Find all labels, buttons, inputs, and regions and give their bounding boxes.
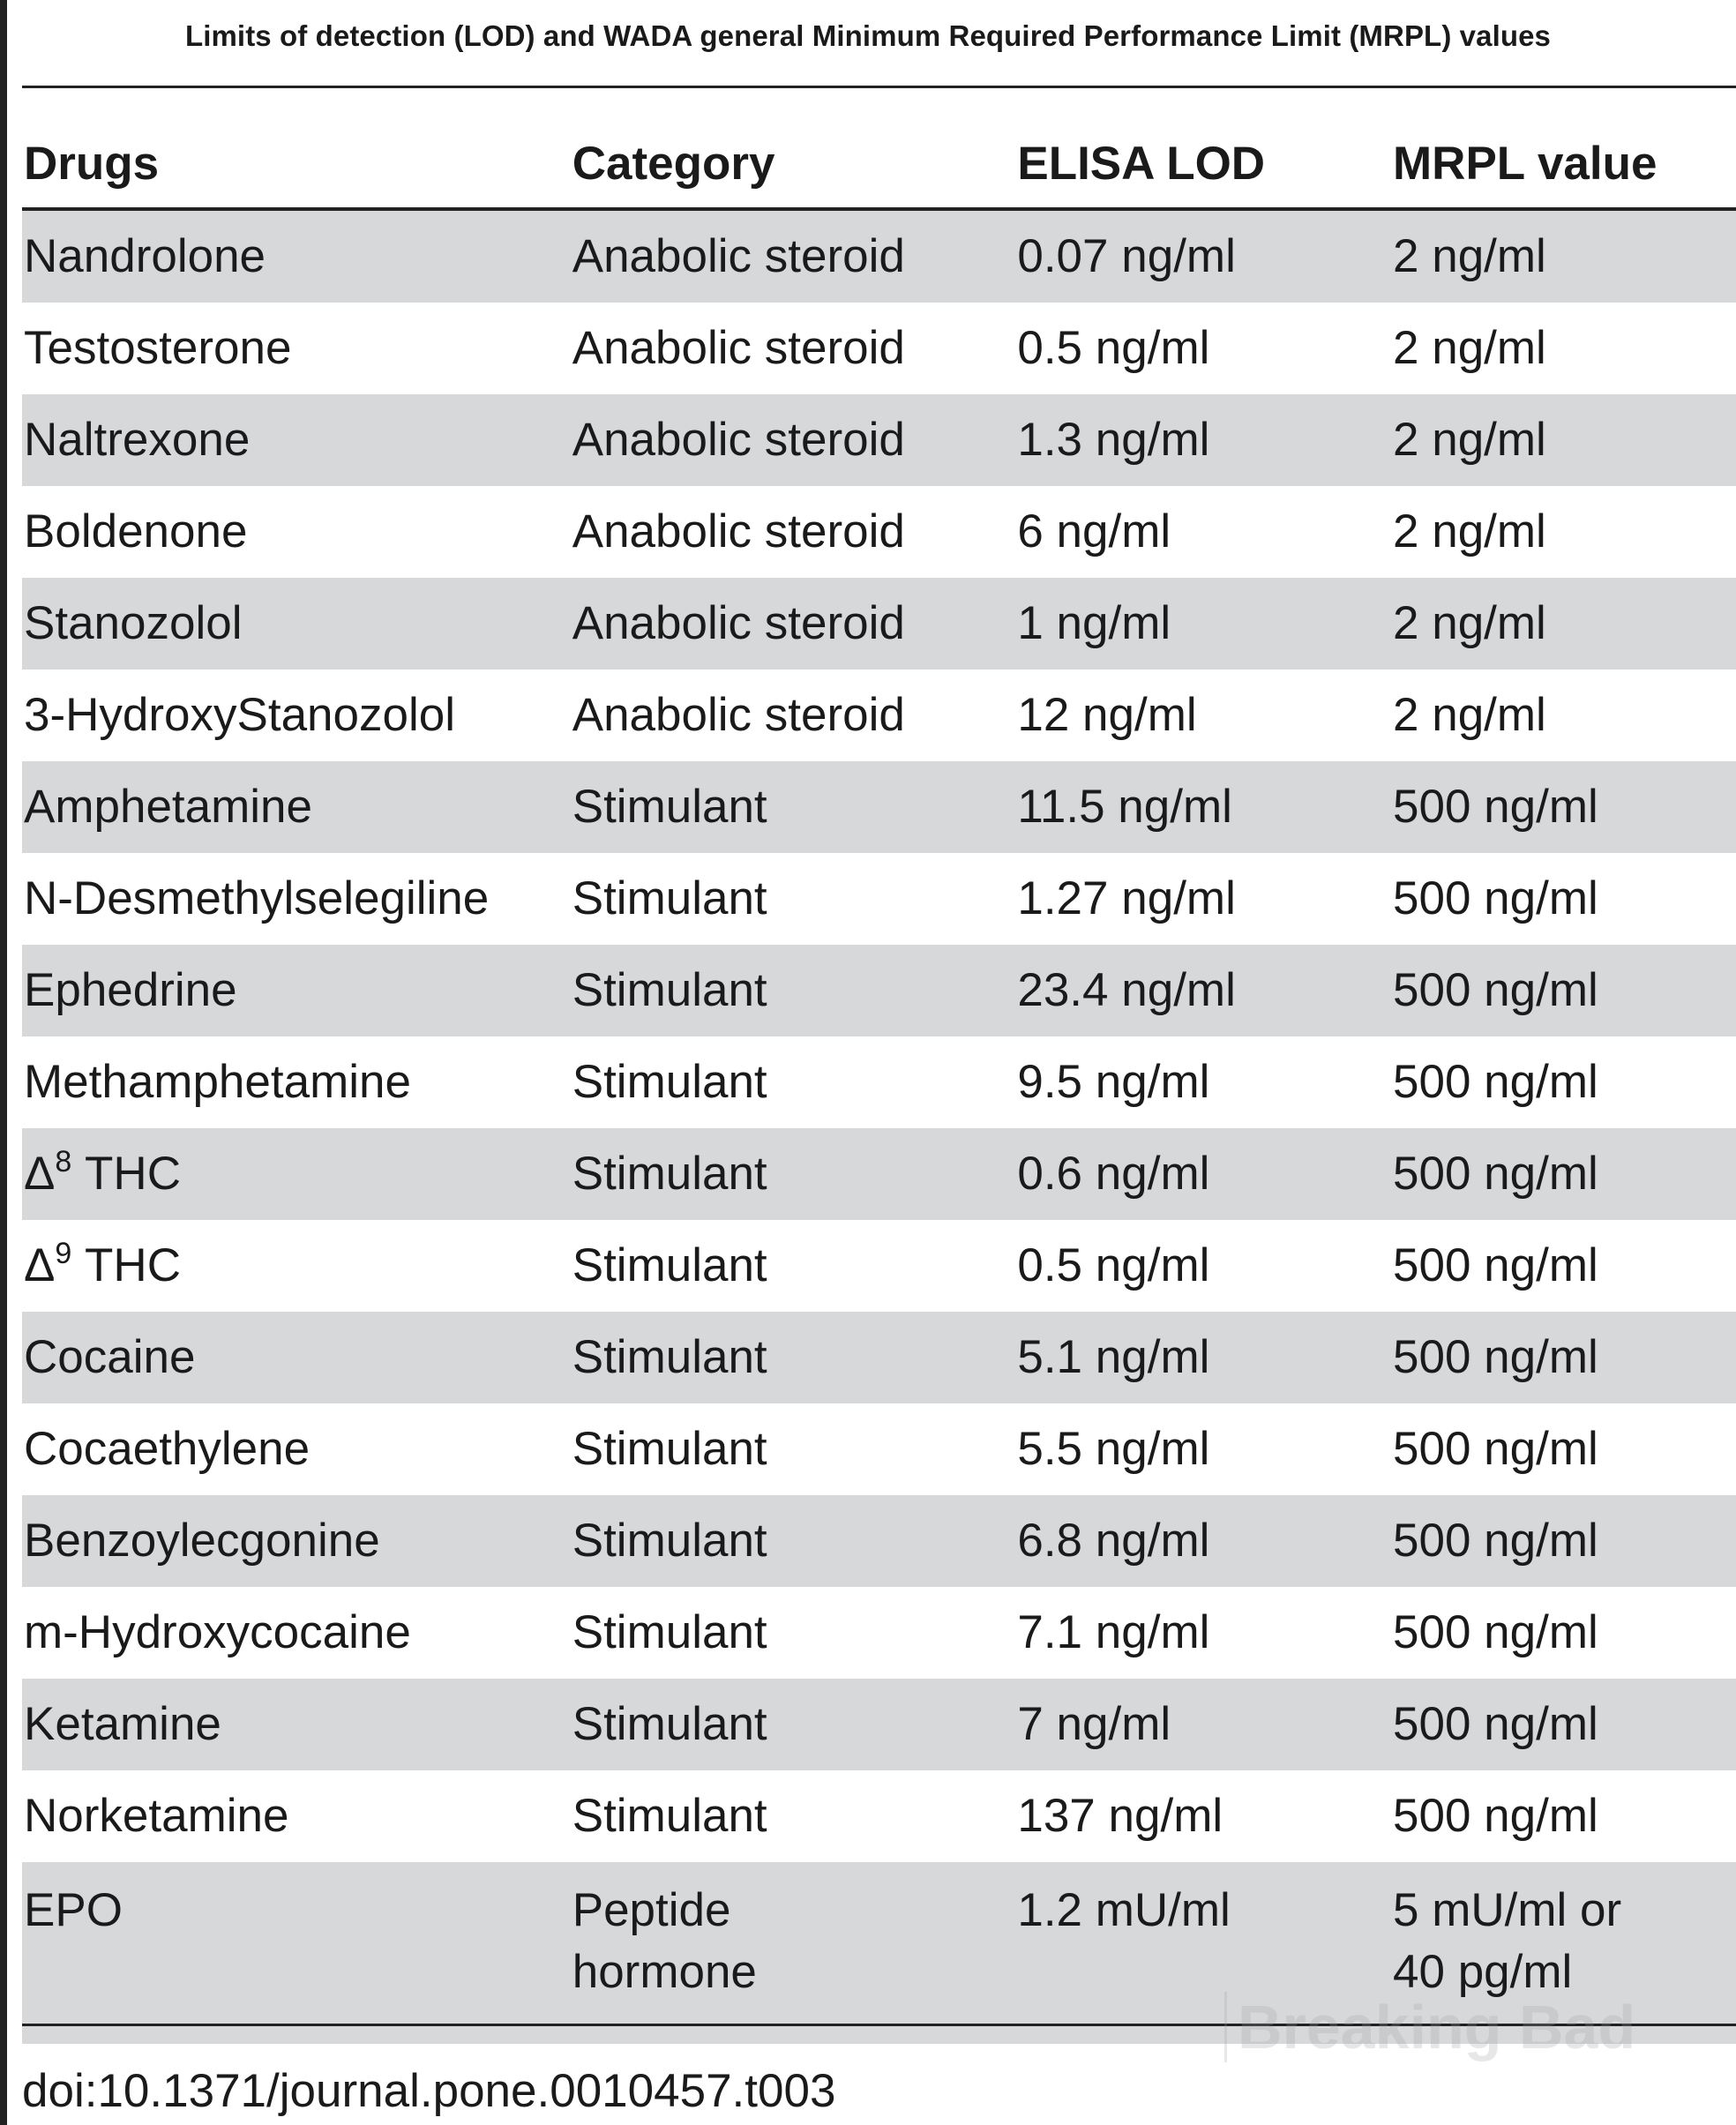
category-cell: Anabolic steroid [571, 209, 1016, 303]
mrpl-cell: 2 ng/ml [1393, 322, 1546, 374]
mrpl-cell: 500 ng/ml [1393, 1606, 1598, 1658]
table-row [22, 1495, 1736, 1587]
table-row [22, 303, 1736, 394]
delta-symbol: Δ [24, 1148, 56, 1200]
mrpl-line-2: 40 pg/ml [1393, 1946, 1573, 1998]
category-line-2: hormone [572, 1946, 757, 1998]
mrpl-cell: 2 ng/ml [1391, 394, 1736, 486]
lod-cell: 137 ng/ml [1017, 1790, 1223, 1842]
lod-cell: 0.07 ng/ml [1015, 209, 1391, 303]
table-row [22, 1220, 1736, 1312]
category-cell: Stimulant [571, 945, 1016, 1036]
lod-cell: 0.5 ng/ml [1017, 322, 1210, 374]
drug-cell: Methamphetamine [24, 1056, 411, 1108]
table-row [22, 1679, 1736, 1770]
drug-cell: m-Hydroxycocaine [24, 1606, 411, 1658]
drug-cell: 3-HydroxyStanozolol [24, 689, 456, 741]
category-cell: Stimulant [572, 1790, 767, 1842]
drug-cell: Cocaine [22, 1312, 571, 1403]
drug-cell: Testosterone [24, 322, 292, 374]
table-row [22, 486, 1736, 578]
drug-cell: Ephedrine [22, 945, 571, 1036]
delta-symbol: Δ [24, 1239, 56, 1291]
mrpl-cell: 2 ng/ml [1391, 578, 1736, 670]
table-header-row [22, 119, 1736, 209]
mrpl-cell: 500 ng/ml [1391, 1679, 1736, 1770]
table-row [22, 1770, 1736, 1862]
drug-cell: Nandrolone [22, 209, 571, 303]
category-cell: Stimulant [571, 1128, 1016, 1220]
mrpl-cell: 500 ng/ml [1391, 1128, 1736, 1220]
mrpl-cell: 500 ng/ml [1393, 1423, 1598, 1475]
table-row [22, 1587, 1736, 1679]
drug-cell: Ketamine [22, 1679, 571, 1770]
header-drugs: Drugs [22, 119, 571, 209]
mrpl-cell: 500 ng/ml [1393, 1056, 1598, 1108]
lod-cell: 7 ng/ml [1015, 1679, 1391, 1770]
header-elisa-lod: ELISA LOD [1015, 119, 1391, 209]
delta-superscript: 9 [55, 1237, 72, 1270]
mrpl-cell: 2 ng/ml [1393, 505, 1546, 557]
category-cell: Anabolic steroid [571, 394, 1016, 486]
lod-cell: 1.3 ng/ml [1015, 394, 1391, 486]
table-row [22, 761, 1736, 853]
drug-suffix: THC [71, 1239, 181, 1291]
drug-cell: Cocaethylene [24, 1423, 311, 1475]
header-mrpl-value: MRPL value [1391, 119, 1736, 209]
category-cell: Stimulant [572, 1056, 767, 1108]
category-cell: Stimulant [571, 1312, 1016, 1403]
table-caption: Limits of detection (LOD) and WADA general Minimum Required Performance Limit (MRPL) values [184, 19, 1552, 52]
category-cell [571, 1862, 1016, 2044]
table-top-rule [22, 86, 1736, 88]
table-row [22, 1312, 1736, 1403]
category-cell: Stimulant [571, 761, 1016, 853]
drug-cell: Benzoylecgonine [22, 1495, 571, 1587]
mrpl-cell: 500 ng/ml [1391, 1495, 1736, 1587]
category-cell: Stimulant [572, 1239, 767, 1291]
table-row [22, 853, 1736, 945]
table-row [22, 945, 1736, 1036]
watermark: Breaking Bad [1224, 1992, 1635, 2062]
lod-cell: 0.6 ng/ml [1015, 1128, 1391, 1220]
mrpl-cell: 500 ng/ml [1393, 1790, 1598, 1842]
lod-cell: 0.5 ng/ml [1017, 1239, 1210, 1291]
table-row [22, 1403, 1736, 1495]
drug-cell: N-Desmethylselegiline [24, 872, 490, 924]
table-row [22, 578, 1736, 670]
delta-superscript: 8 [55, 1145, 72, 1178]
mrpl-cell: 500 ng/ml [1391, 1312, 1736, 1403]
drug-cell: Naltrexone [22, 394, 571, 486]
table-row [22, 670, 1736, 761]
mrpl-line-1: 5 mU/ml or [1393, 1884, 1622, 1936]
drug-cell: Boldenone [24, 505, 248, 557]
category-cell: Anabolic steroid [572, 689, 905, 741]
drug-cell: Amphetamine [22, 761, 571, 853]
lod-cell: 6 ng/ml [1017, 505, 1171, 557]
drug-cell: Norketamine [24, 1790, 289, 1842]
category-cell: Stimulant [571, 1679, 1016, 1770]
category-cell: Anabolic steroid [572, 322, 905, 374]
drug-cell [22, 1128, 571, 1220]
category-cell: Anabolic steroid [571, 578, 1016, 670]
category-cell: Anabolic steroid [572, 505, 905, 557]
mrpl-cell: 500 ng/ml [1393, 1239, 1598, 1291]
mrpl-cell: 500 ng/ml [1393, 872, 1598, 924]
category-cell: Stimulant [572, 1423, 767, 1475]
table-row [22, 394, 1736, 486]
category-cell: Stimulant [571, 1495, 1016, 1587]
lod-cell: 9.5 ng/ml [1017, 1056, 1210, 1108]
mrpl-cell: 2 ng/ml [1393, 689, 1546, 741]
mrpl-cell: 500 ng/ml [1391, 945, 1736, 1036]
lod-cell: 1 ng/ml [1015, 578, 1391, 670]
category-cell: Stimulant [572, 1606, 767, 1658]
table-row [22, 209, 1736, 303]
mrpl-cell: 2 ng/ml [1391, 209, 1736, 303]
header-category: Category [571, 119, 1016, 209]
lod-cell: 5.5 ng/ml [1017, 1423, 1210, 1475]
drug-cell: EPO [22, 1862, 571, 2044]
left-border-rule [0, 0, 7, 2125]
lod-cell: 1.27 ng/ml [1017, 872, 1236, 924]
table-row [22, 1036, 1736, 1128]
lod-cell: 7.1 ng/ml [1017, 1606, 1210, 1658]
lod-cell: 12 ng/ml [1017, 689, 1197, 741]
lod-cell: 1.2 mU/ml [1015, 1862, 1391, 2044]
drug-cell: Stanozolol [22, 578, 571, 670]
drug-limits-table [22, 119, 1736, 2044]
table-row [22, 1128, 1736, 1220]
lod-cell: 23.4 ng/ml [1015, 945, 1391, 1036]
mrpl-cell: 500 ng/ml [1391, 761, 1736, 853]
lod-cell: 11.5 ng/ml [1015, 761, 1391, 853]
category-line-1: Peptide [572, 1884, 731, 1936]
category-cell: Stimulant [572, 872, 767, 924]
doi-text: doi:10.1371/journal.pone.0010457.t003 [22, 2065, 836, 2117]
drug-cell [22, 1220, 571, 1312]
drug-suffix: THC [71, 1148, 181, 1200]
lod-cell: 6.8 ng/ml [1015, 1495, 1391, 1587]
lod-cell: 5.1 ng/ml [1015, 1312, 1391, 1403]
